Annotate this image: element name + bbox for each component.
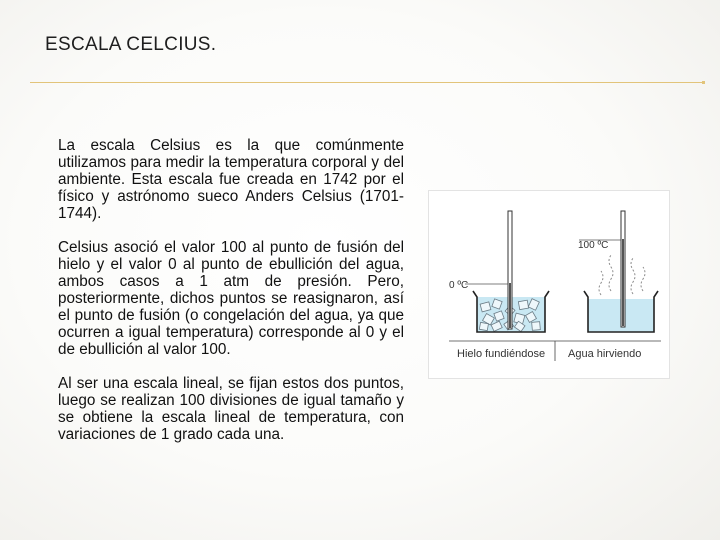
- body-text: [58, 137, 404, 460]
- paragraph-2: Celsius asoció el valor 100 al punto de fusión del hielo y el valor 0 al punto de ebullición del agua, ambos casos a 1 atm de presión. Pero, posteriormente, dichos puntos se reasignaron, así el punto de fusión (o congelación del agua, ya que ocurren a igual temperatura) corresponde al 0 y el de ebullición al valor 100.: [58, 239, 404, 358]
- paragraph-3: Al ser una escala lineal, se fijan estos dos puntos, luego se realizan 100 divisiones de igual tamaño y se obtiene la escala lineal de temperatura, con variaciones de 1 grado cada una.: [58, 375, 404, 443]
- thermometer-figure: [428, 190, 670, 379]
- label-100c: 100 ºC: [578, 240, 609, 251]
- caption-left: Hielo fundiéndose: [457, 348, 546, 360]
- caption-right: Agua hirviendo: [568, 348, 642, 360]
- label-0c: 0 ºC: [449, 280, 469, 291]
- paragraph-1: La escala Celsius es la que comúnmente utilizamos para medir la temperatura corporal y del ambiente. Esta escala fue creada en 1742 por el físico y astrónomo sueco Anders Celsius (1701-1744).: [58, 137, 404, 222]
- slide-title: ESCALA CELCIUS.: [45, 34, 217, 55]
- title-divider: [30, 82, 705, 83]
- figure-illustration: [429, 191, 669, 378]
